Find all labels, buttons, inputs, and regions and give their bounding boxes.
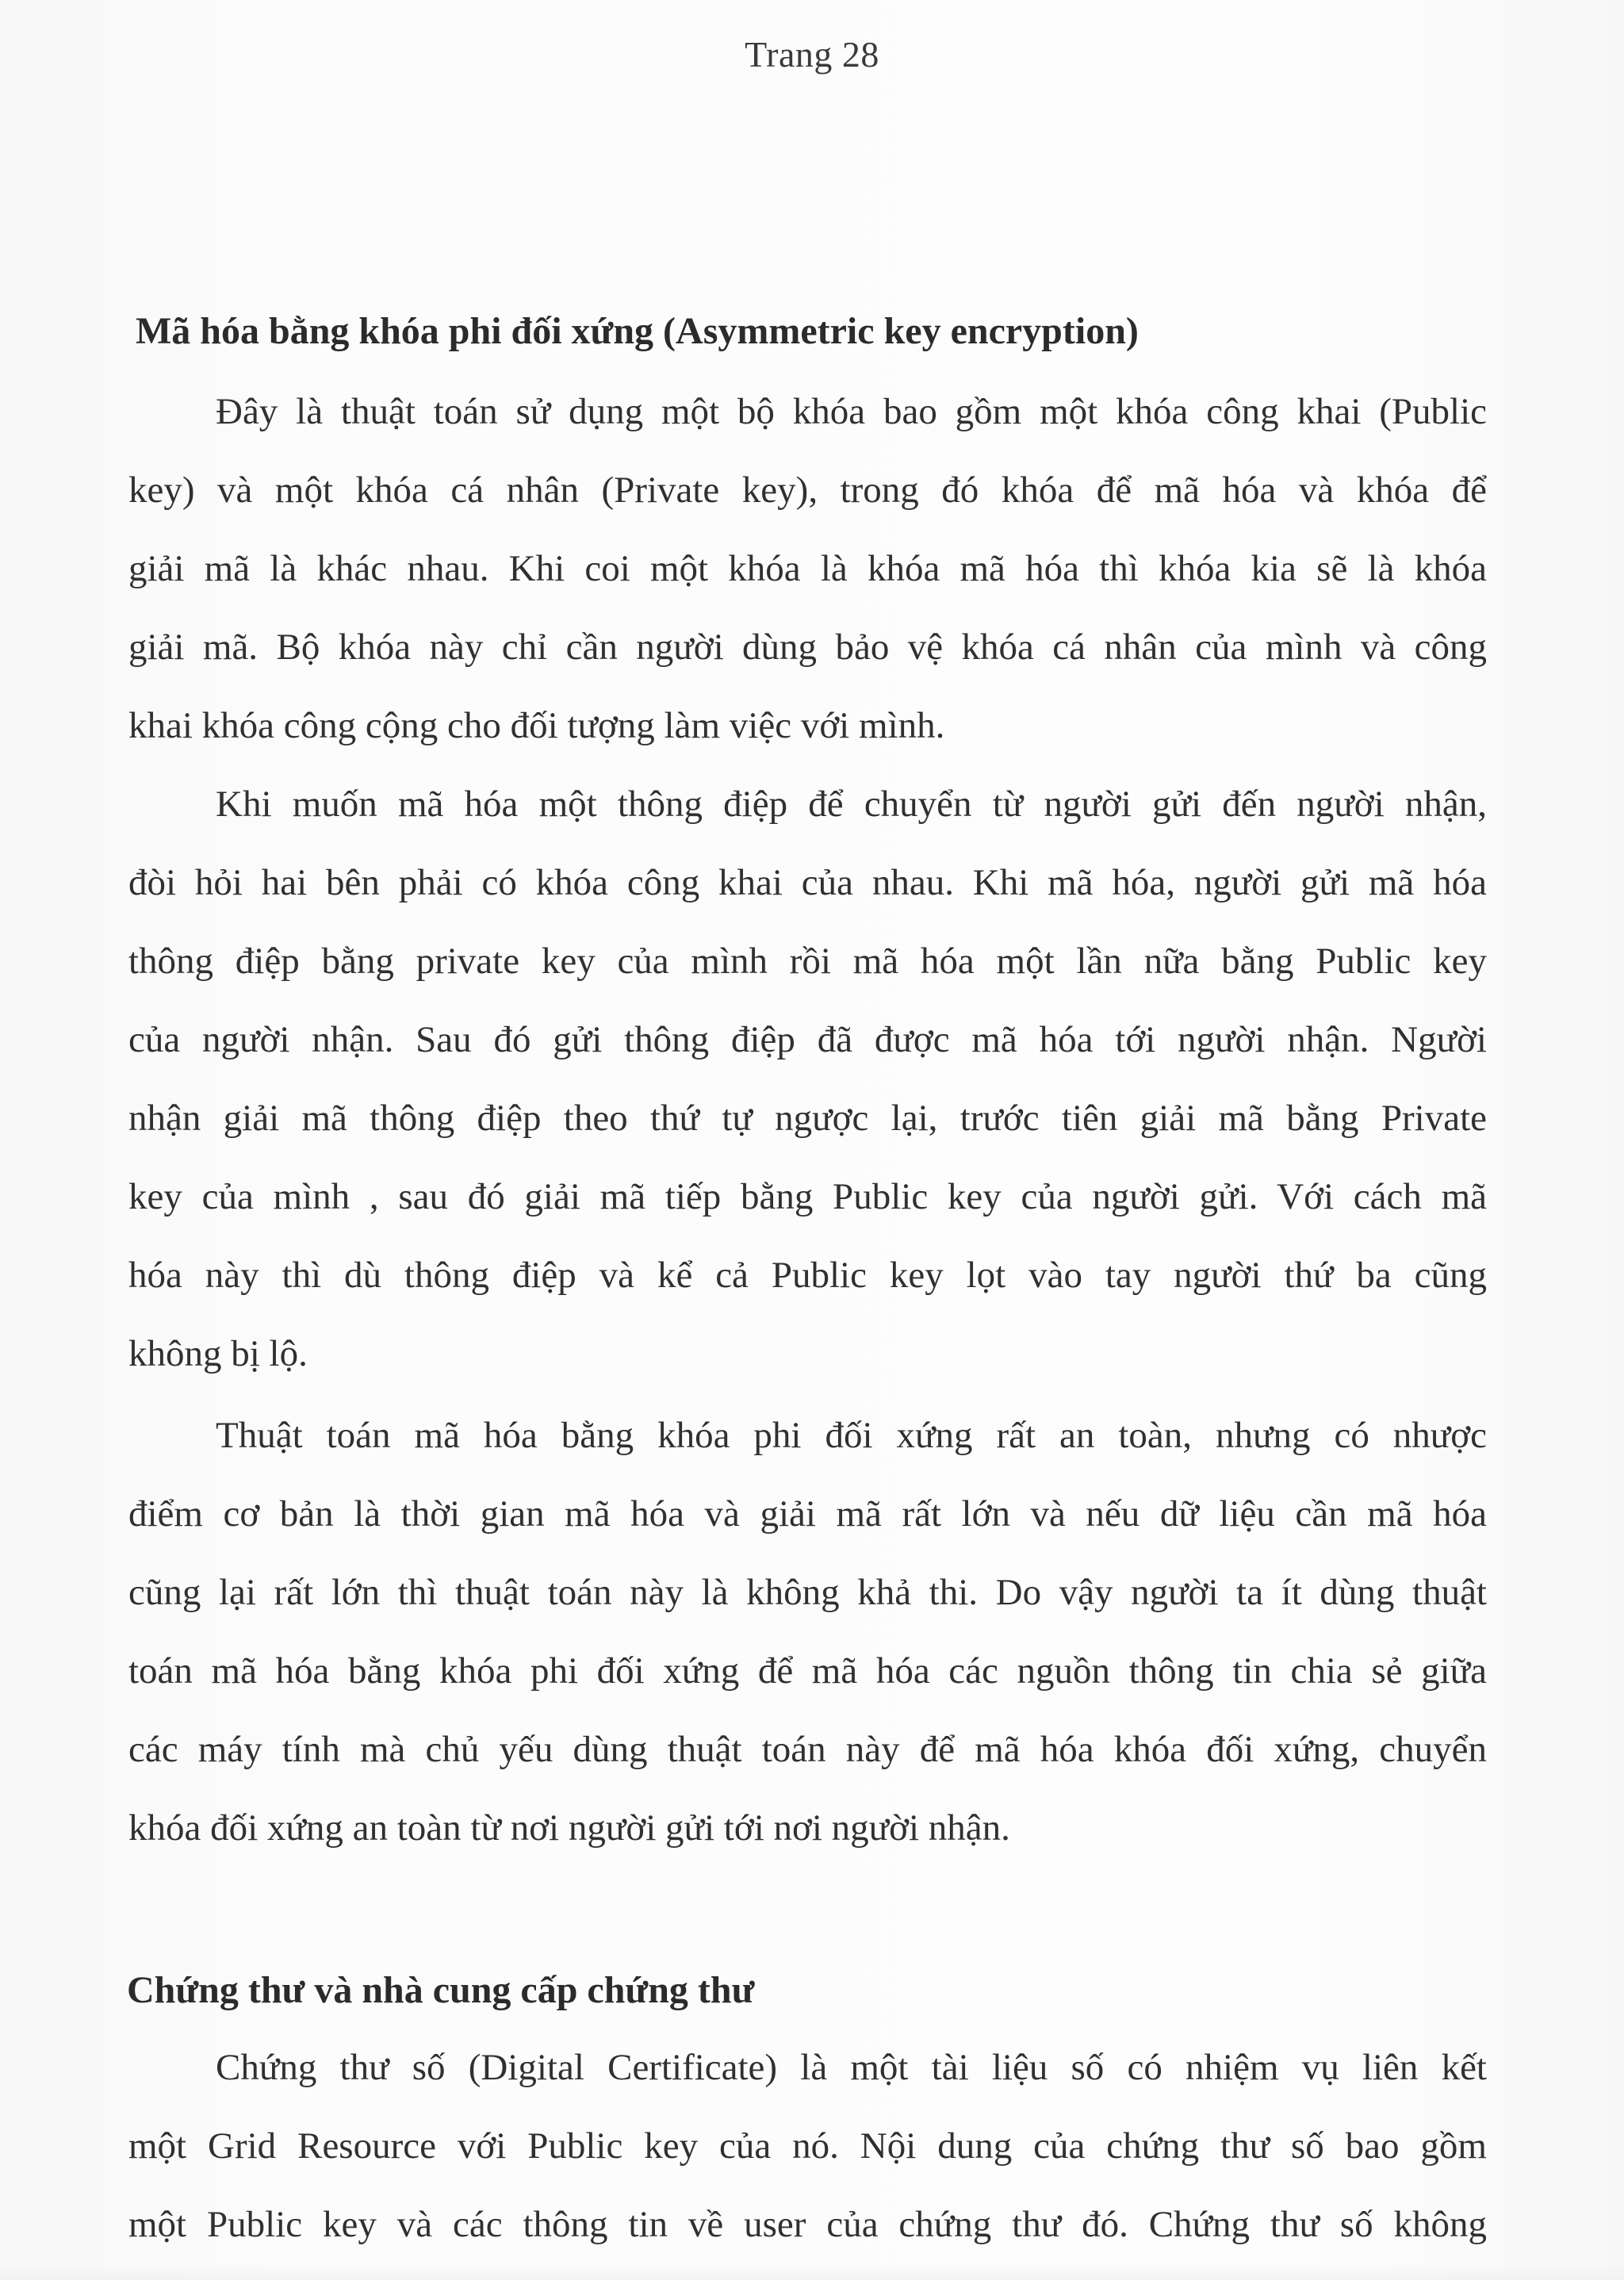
text-line: hóa này thì dù thông điệp và kể cả Public key lọt vào tay người thứ ba cũng bbox=[128, 1255, 1487, 1296]
text-line: một Public key và các thông tin về user của chứng thư đó. Chứng thư số không bbox=[128, 2204, 1487, 2245]
text-line: giải mã. Bộ khóa này chỉ cần người dùng bảo vệ khóa cá nhân của mình và công bbox=[128, 627, 1487, 668]
text-line: toán mã hóa bằng khóa phi đối xứng để mã hóa các nguồn thông tin chia sẻ giữa bbox=[128, 1650, 1487, 1692]
text-line: không bị lộ. bbox=[128, 1333, 308, 1374]
text-line: của người nhận. Sau đó gửi thông điệp đã được mã hóa tới người nhận. Người bbox=[128, 1019, 1487, 1060]
text-line: key) và một khóa cá nhân (Private key), trong đó khóa để mã hóa và khóa để bbox=[128, 469, 1487, 511]
text-line: nhận giải mã thông điệp theo thứ tự ngược lại, trước tiên giải mã bằng Private bbox=[128, 1098, 1487, 1139]
text-line: khóa đối xứng an toàn từ nơi người gửi tới nơi người nhận. bbox=[128, 1807, 1010, 1849]
paragraph-digital-certificate bbox=[128, 2029, 1487, 2264]
text-line: Khi muốn mã hóa một thông điệp để chuyển từ người gửi đến người nhận, bbox=[216, 784, 1487, 825]
page-number: Trang 28 bbox=[745, 34, 879, 75]
section-heading-asymmetric-encryption: Mã hóa bằng khóa phi đối xứng (Asymmetric key encryption) bbox=[136, 310, 1139, 352]
text-line: Chứng thư số (Digital Certificate) là một tài liệu số có nhiệm vụ liên kết bbox=[216, 2047, 1487, 2088]
paragraph-asymmetric-definition bbox=[128, 373, 1487, 765]
text-line: key của mình , sau đó giải mã tiếp bằng Public key của người gửi. Với cách mã bbox=[128, 1176, 1487, 1217]
section-heading-certificates: Chứng thư và nhà cung cấp chứng thư bbox=[127, 1969, 755, 2011]
page-bottom-shadow bbox=[0, 2264, 1624, 2280]
paragraph-asymmetric-limitations bbox=[128, 1397, 1487, 1868]
text-line: giải mã là khác nhau. Khi coi một khóa là khóa mã hóa thì khóa kia sẽ là khóa bbox=[128, 548, 1487, 589]
text-line: điểm cơ bản là thời gian mã hóa và giải mã rất lớn và nếu dữ liệu cần mã hóa bbox=[128, 1493, 1487, 1535]
text-line: các máy tính mà chủ yếu dùng thuật toán này để mã hóa khóa đối xứng, chuyển bbox=[128, 1729, 1487, 1770]
text-line: thông điệp bằng private key của mình rồi mã hóa một lần nữa bằng Public key bbox=[128, 941, 1487, 982]
paragraph-message-encryption-process bbox=[128, 765, 1487, 1393]
text-line: một Grid Resource với Public key của nó. Nội dung của chứng thư số bao gồm bbox=[128, 2125, 1487, 2167]
text-line: cũng lại rất lớn thì thuật toán này là không khả thi. Do vậy người ta ít dùng thuật bbox=[128, 1572, 1487, 1613]
text-line: khai khóa công cộng cho đối tượng làm việc với mình. bbox=[128, 705, 945, 746]
text-line: Đây là thuật toán sử dụng một bộ khóa bao gồm một khóa công khai (Public bbox=[216, 391, 1487, 432]
text-line: Thuật toán mã hóa bằng khóa phi đối xứng rất an toàn, nhưng có nhược bbox=[216, 1415, 1487, 1456]
text-line: đòi hỏi hai bên phải có khóa công khai của nhau. Khi mã hóa, người gửi mã hóa bbox=[128, 862, 1487, 903]
